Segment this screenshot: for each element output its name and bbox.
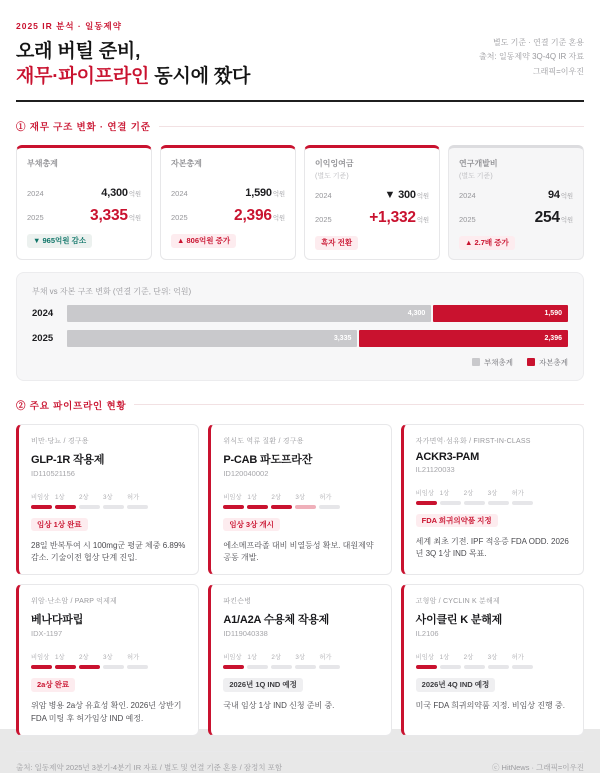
phase-step (295, 486, 316, 509)
phase-step-label: 비임상 (223, 654, 242, 662)
phase-step (127, 646, 148, 669)
debt-vs-equity-chart (16, 272, 584, 381)
section2-title: ② 주요 파이프라인 현황 (16, 400, 127, 412)
value-row-2024 (27, 187, 141, 199)
pipeline-id: ID120040002 (223, 468, 269, 478)
phase-step (440, 646, 461, 669)
phase-step-segment (488, 665, 509, 669)
section1-heading (16, 119, 584, 133)
phase-step (488, 482, 509, 505)
phase-step-label: 비임상 (223, 493, 242, 501)
phase-step (223, 646, 244, 669)
phase-step-label: 1상 (247, 654, 257, 662)
phase-step-label: 1상 (439, 489, 450, 497)
title-accent: 재무·파이프라인 (16, 66, 150, 88)
milestone-badge: 2026년 4Q IND 예정 (416, 678, 496, 692)
milestone-badge: 임상 1상 완료 (31, 518, 88, 532)
phase-step-segment (440, 501, 461, 505)
card-sublabel (27, 171, 141, 179)
phase-step-label: 1상 (55, 654, 65, 662)
phase-step-label: 1상 (439, 654, 450, 662)
phase-progress-track (416, 646, 571, 669)
pipeline-card-cyclink (401, 584, 584, 736)
phase-step-label: 허가 (127, 654, 140, 662)
pipeline-description: 28일 반복투여 시 100mg군 평균 체중 6.89% 감소. 기술이전 협상 단계 진입. (31, 540, 186, 563)
pipeline-card-glp1r (16, 424, 199, 576)
phase-step-label: 1상 (55, 493, 65, 501)
phase-step (103, 486, 124, 509)
phase-step-label: 2상 (463, 654, 474, 662)
debt-bar-2024 (67, 305, 431, 322)
pipeline-id: ID119040338 (223, 629, 268, 639)
pipeline-title: GLP-1R 작용제 (31, 453, 105, 466)
phase-step-segment (103, 665, 124, 669)
phase-step (271, 646, 292, 669)
phase-step-label: 3상 (487, 489, 498, 497)
phase-step-label: 1상 (247, 493, 257, 501)
pipeline-description: 미국 FDA 희귀의약품 지정. 비임상 진행 중. (415, 701, 565, 711)
chart-row-2025 (32, 330, 568, 347)
card-sublabel (171, 171, 285, 179)
value-2024: 1,590억원 (245, 187, 285, 200)
card-label: 부채총계 (27, 159, 58, 169)
phase-progress-track (31, 646, 186, 669)
unit-label: 억원 (128, 191, 141, 199)
pipeline-card-a1a2a (208, 584, 391, 736)
year-label: 2025 (315, 215, 332, 225)
phase-step (79, 646, 100, 669)
year-label: 2025 (171, 213, 188, 223)
card-sublabel: (별도 기준) (459, 173, 493, 181)
phase-step-segment (271, 665, 292, 669)
phase-step-segment (319, 665, 340, 669)
pipeline-title: P-CAB 파도프라잔 (223, 453, 313, 466)
phase-step-label: 허가 (319, 654, 332, 662)
title-rest: 동시에 짰다 (149, 66, 251, 88)
status-badge: ▼ 965억원 감소 (27, 234, 92, 248)
phase-step (512, 646, 533, 669)
phase-step-label: 비임상 (31, 493, 50, 501)
legend-item-equity (527, 357, 568, 368)
status-badge: ▲ 806억원 증가 (171, 234, 236, 248)
meta-source: 출처: 일동제약 3Q-4Q IR 자료 (479, 52, 584, 62)
phase-step-segment (295, 505, 316, 509)
year-label: 2024 (459, 191, 476, 201)
legend-label: 자본총계 (539, 357, 568, 367)
pipeline-tag: 자가면역·섬유화 / FIRST-IN-CLASS (415, 437, 531, 445)
debt-swatch-icon (472, 358, 480, 366)
header-left (16, 20, 250, 89)
phase-step-label: 2상 (463, 489, 474, 497)
phase-step-label: 3상 (295, 654, 305, 662)
year-label: 2024 (315, 191, 332, 201)
phase-step-segment (416, 501, 437, 505)
phase-step (512, 482, 533, 505)
card-label: 연구개발비 (459, 159, 498, 169)
phase-step-label: 3상 (103, 493, 113, 501)
pipeline-id: IL2106 (415, 629, 439, 639)
equity-bar-2024 (433, 305, 568, 322)
phase-step-label: 2상 (79, 654, 89, 662)
phase-step-segment (103, 505, 124, 509)
phase-step-segment (247, 505, 268, 509)
phase-step (223, 486, 244, 509)
pipeline-title: 베나다파립 (31, 614, 84, 627)
phase-step-label: 2상 (271, 493, 281, 501)
section2-rule (134, 404, 584, 405)
year-label: 2025 (459, 215, 476, 225)
phase-step-segment (31, 505, 52, 509)
equity-bar-2025 (359, 330, 568, 347)
milestone-badge: 2a상 완료 (31, 678, 75, 692)
phase-step-segment (512, 665, 533, 669)
phase-step-segment (416, 665, 437, 669)
phase-step (416, 482, 437, 505)
title-line-2 (16, 64, 250, 89)
phase-step-segment (464, 665, 485, 669)
phase-step-label: 비임상 (415, 489, 434, 497)
phase-step-segment (223, 665, 244, 669)
phase-step (295, 646, 316, 669)
title-line-1: 오래 버틸 준비, (16, 41, 141, 62)
phase-step (319, 646, 340, 669)
pipeline-description: 국내 임상 1상 IND 신청 준비 중. (223, 701, 335, 711)
finance-card-grid (16, 145, 584, 260)
bar-value-label: 2,396 (544, 334, 562, 342)
page-title (16, 39, 250, 89)
bar-value-label: 1,590 (544, 309, 562, 317)
pipeline-title: A1/A2A 수용체 작용제 (223, 614, 330, 627)
pipeline-title: 사이클린 K 분해제 (415, 614, 503, 627)
phase-step-segment (488, 501, 509, 505)
pipeline-card-ackr3 (401, 424, 584, 576)
value-2024: 4,300억원 (101, 187, 141, 200)
bar-track (67, 330, 568, 347)
pipeline-title: ACKR3-PAM (415, 450, 480, 463)
phase-step (440, 482, 461, 505)
meta-basis: 별도 기준 · 연결 기준 혼용 (492, 38, 584, 47)
phase-step-segment (55, 665, 76, 669)
header-divider (16, 100, 584, 102)
chart-row-2024 (32, 305, 568, 322)
phase-step-label: 3상 (487, 654, 498, 662)
phase-step (127, 486, 148, 509)
pipeline-tag: 고형암 / CYCLIN K 분해제 (415, 598, 500, 606)
phase-step-label: 2상 (79, 493, 89, 501)
finance-card-retained-earnings (304, 145, 440, 260)
finance-card-rnd-expense (448, 145, 584, 260)
value-2025: 254억원 (534, 209, 573, 227)
phase-step-label: 2상 (271, 654, 281, 662)
pipeline-id: ID110521156 (31, 468, 75, 478)
phase-step (103, 646, 124, 669)
header (16, 20, 584, 89)
year-label: 2024 (171, 189, 188, 199)
phase-step-segment (127, 665, 148, 669)
chart-title: 부채 vs 자본 구조 변화 (연결 기준, 단위: 억원) (32, 286, 192, 296)
phase-step-segment (223, 505, 244, 509)
phase-step (31, 486, 52, 509)
value-row-2024 (171, 187, 285, 199)
chart-legend (32, 357, 568, 368)
year-label: 2024 (27, 189, 44, 199)
finance-card-liabilities (16, 145, 152, 260)
pipeline-id: IL21120033 (415, 464, 455, 474)
phase-step (488, 646, 509, 669)
section1-title: ① 재무 구조 변화 · 연결 기준 (16, 122, 151, 134)
phase-step-segment (31, 665, 52, 669)
unit-label: 억원 (272, 215, 285, 223)
pipeline-card-grid (16, 424, 584, 737)
value-row-2025 (171, 207, 285, 225)
phase-step (79, 486, 100, 509)
finance-card-equity (160, 145, 296, 260)
header-meta (479, 20, 584, 79)
equity-swatch-icon (527, 358, 535, 366)
phase-step (271, 486, 292, 509)
card-label: 자본총계 (171, 159, 202, 169)
footer-credit: ⓒ HitNews · 그래픽=이우진 (491, 763, 584, 773)
phase-step (247, 646, 268, 669)
value-row-2024 (459, 189, 573, 201)
value-row-2025 (459, 209, 573, 227)
phase-progress-track (223, 486, 378, 509)
phase-step-segment (319, 505, 340, 509)
phase-progress-track (416, 482, 571, 505)
chart-year-label: 2024 (32, 307, 54, 319)
phase-step (247, 486, 268, 509)
phase-step-label: 허가 (511, 489, 524, 497)
bar-value-label: 3,335 (333, 334, 352, 342)
bar-track (67, 305, 568, 322)
milestone-badge: 임상 3상 개시 (223, 518, 280, 532)
value-row-2025 (315, 209, 429, 227)
unit-label: 억원 (560, 217, 573, 225)
meta-credit: 그래픽=이우진 (532, 66, 584, 76)
value-2024: ▼ 300억원 (384, 189, 429, 202)
pipeline-tag: 위암·난소암 / PARP 억제제 (31, 598, 118, 606)
unit-label: 억원 (272, 191, 285, 199)
section2-heading (16, 398, 584, 412)
phase-step-segment (55, 505, 76, 509)
unit-label: 억원 (416, 217, 429, 225)
phase-step-label: 3상 (295, 493, 305, 501)
value-2025: 3,335억원 (90, 207, 141, 225)
pipeline-tag: 비만·당뇨 / 경구용 (31, 437, 89, 445)
card-label: 이익잉여금 (315, 159, 354, 169)
phase-step (416, 646, 437, 669)
chart-year-label: 2025 (32, 332, 54, 344)
phase-step-label: 허가 (511, 654, 524, 662)
debt-bar-2025 (67, 330, 357, 347)
phase-step-label: 허가 (127, 493, 140, 501)
phase-step-label: 비임상 (31, 654, 50, 662)
value-2025: 2,396억원 (234, 207, 285, 225)
bar-value-label: 4,300 (407, 309, 426, 317)
phase-step (55, 486, 76, 509)
pipeline-description: 세계 최초 기전. IPF 적응증 FDA ODD. 2026년 3Q 1상 IND 목표. (415, 536, 569, 559)
phase-step-segment (79, 505, 100, 509)
unit-label: 억원 (128, 215, 141, 223)
phase-step (319, 486, 340, 509)
phase-step-segment (247, 665, 268, 669)
kicker: 2025 IR 분석 · 일동제약 (16, 21, 122, 31)
phase-step-segment (295, 665, 316, 669)
phase-step-segment (512, 501, 533, 505)
footer-source: 출처: 일동제약 2025년 3분기-4분기 IR 자료 / 별도 및 연결 기준 혼용 / 잠정치 포함 (16, 763, 283, 773)
milestone-badge: FDA 희귀의약품 지정 (416, 514, 498, 528)
phase-step-label: 3상 (103, 654, 113, 662)
year-label: 2025 (27, 213, 44, 223)
phase-step-segment (464, 501, 485, 505)
pipeline-tag: 파킨슨병 (223, 598, 252, 606)
pipeline-description: 위암 병용 2a상 유효성 확인. 2026년 상반기 FDA 미팅 후 허가임상 IND 예정. (31, 701, 182, 723)
unit-label: 억원 (416, 193, 429, 201)
phase-progress-track (223, 646, 378, 669)
phase-step (55, 646, 76, 669)
pipeline-description: 에소메프라졸 대비 비열등성 확보. 대원제약 공동 개발. (223, 540, 374, 563)
phase-step-segment (440, 665, 461, 669)
pipeline-id: IDX-1197 (31, 629, 63, 639)
phase-step-segment (127, 505, 148, 509)
card-sublabel: (별도 기준) (315, 173, 349, 181)
phase-step-segment (79, 665, 100, 669)
phase-step (31, 646, 52, 669)
phase-step (464, 646, 485, 669)
legend-item-debt (472, 357, 513, 368)
status-badge: 흑자 전환 (315, 236, 358, 250)
section1-rule (159, 126, 584, 127)
footer (16, 751, 584, 773)
pipeline-tag: 위식도 역류 질환 / 경구용 (223, 437, 304, 445)
legend-label: 부채총계 (484, 357, 514, 367)
phase-step-label: 비임상 (415, 654, 434, 662)
phase-step-segment (271, 505, 292, 509)
pipeline-card-venadaparib (16, 584, 199, 736)
phase-step (464, 482, 485, 505)
unit-label: 억원 (560, 193, 573, 201)
phase-progress-track (31, 486, 186, 509)
value-2025: +1,332억원 (369, 209, 429, 227)
value-row-2024 (315, 189, 429, 201)
pipeline-card-pcab (208, 424, 391, 576)
phase-step-label: 허가 (319, 493, 332, 501)
milestone-badge: 2026년 1Q IND 예정 (223, 678, 303, 692)
value-2024: 94억원 (547, 189, 573, 202)
value-row-2025 (27, 207, 141, 225)
status-badge: ▲ 2.7배 증가 (459, 236, 515, 250)
